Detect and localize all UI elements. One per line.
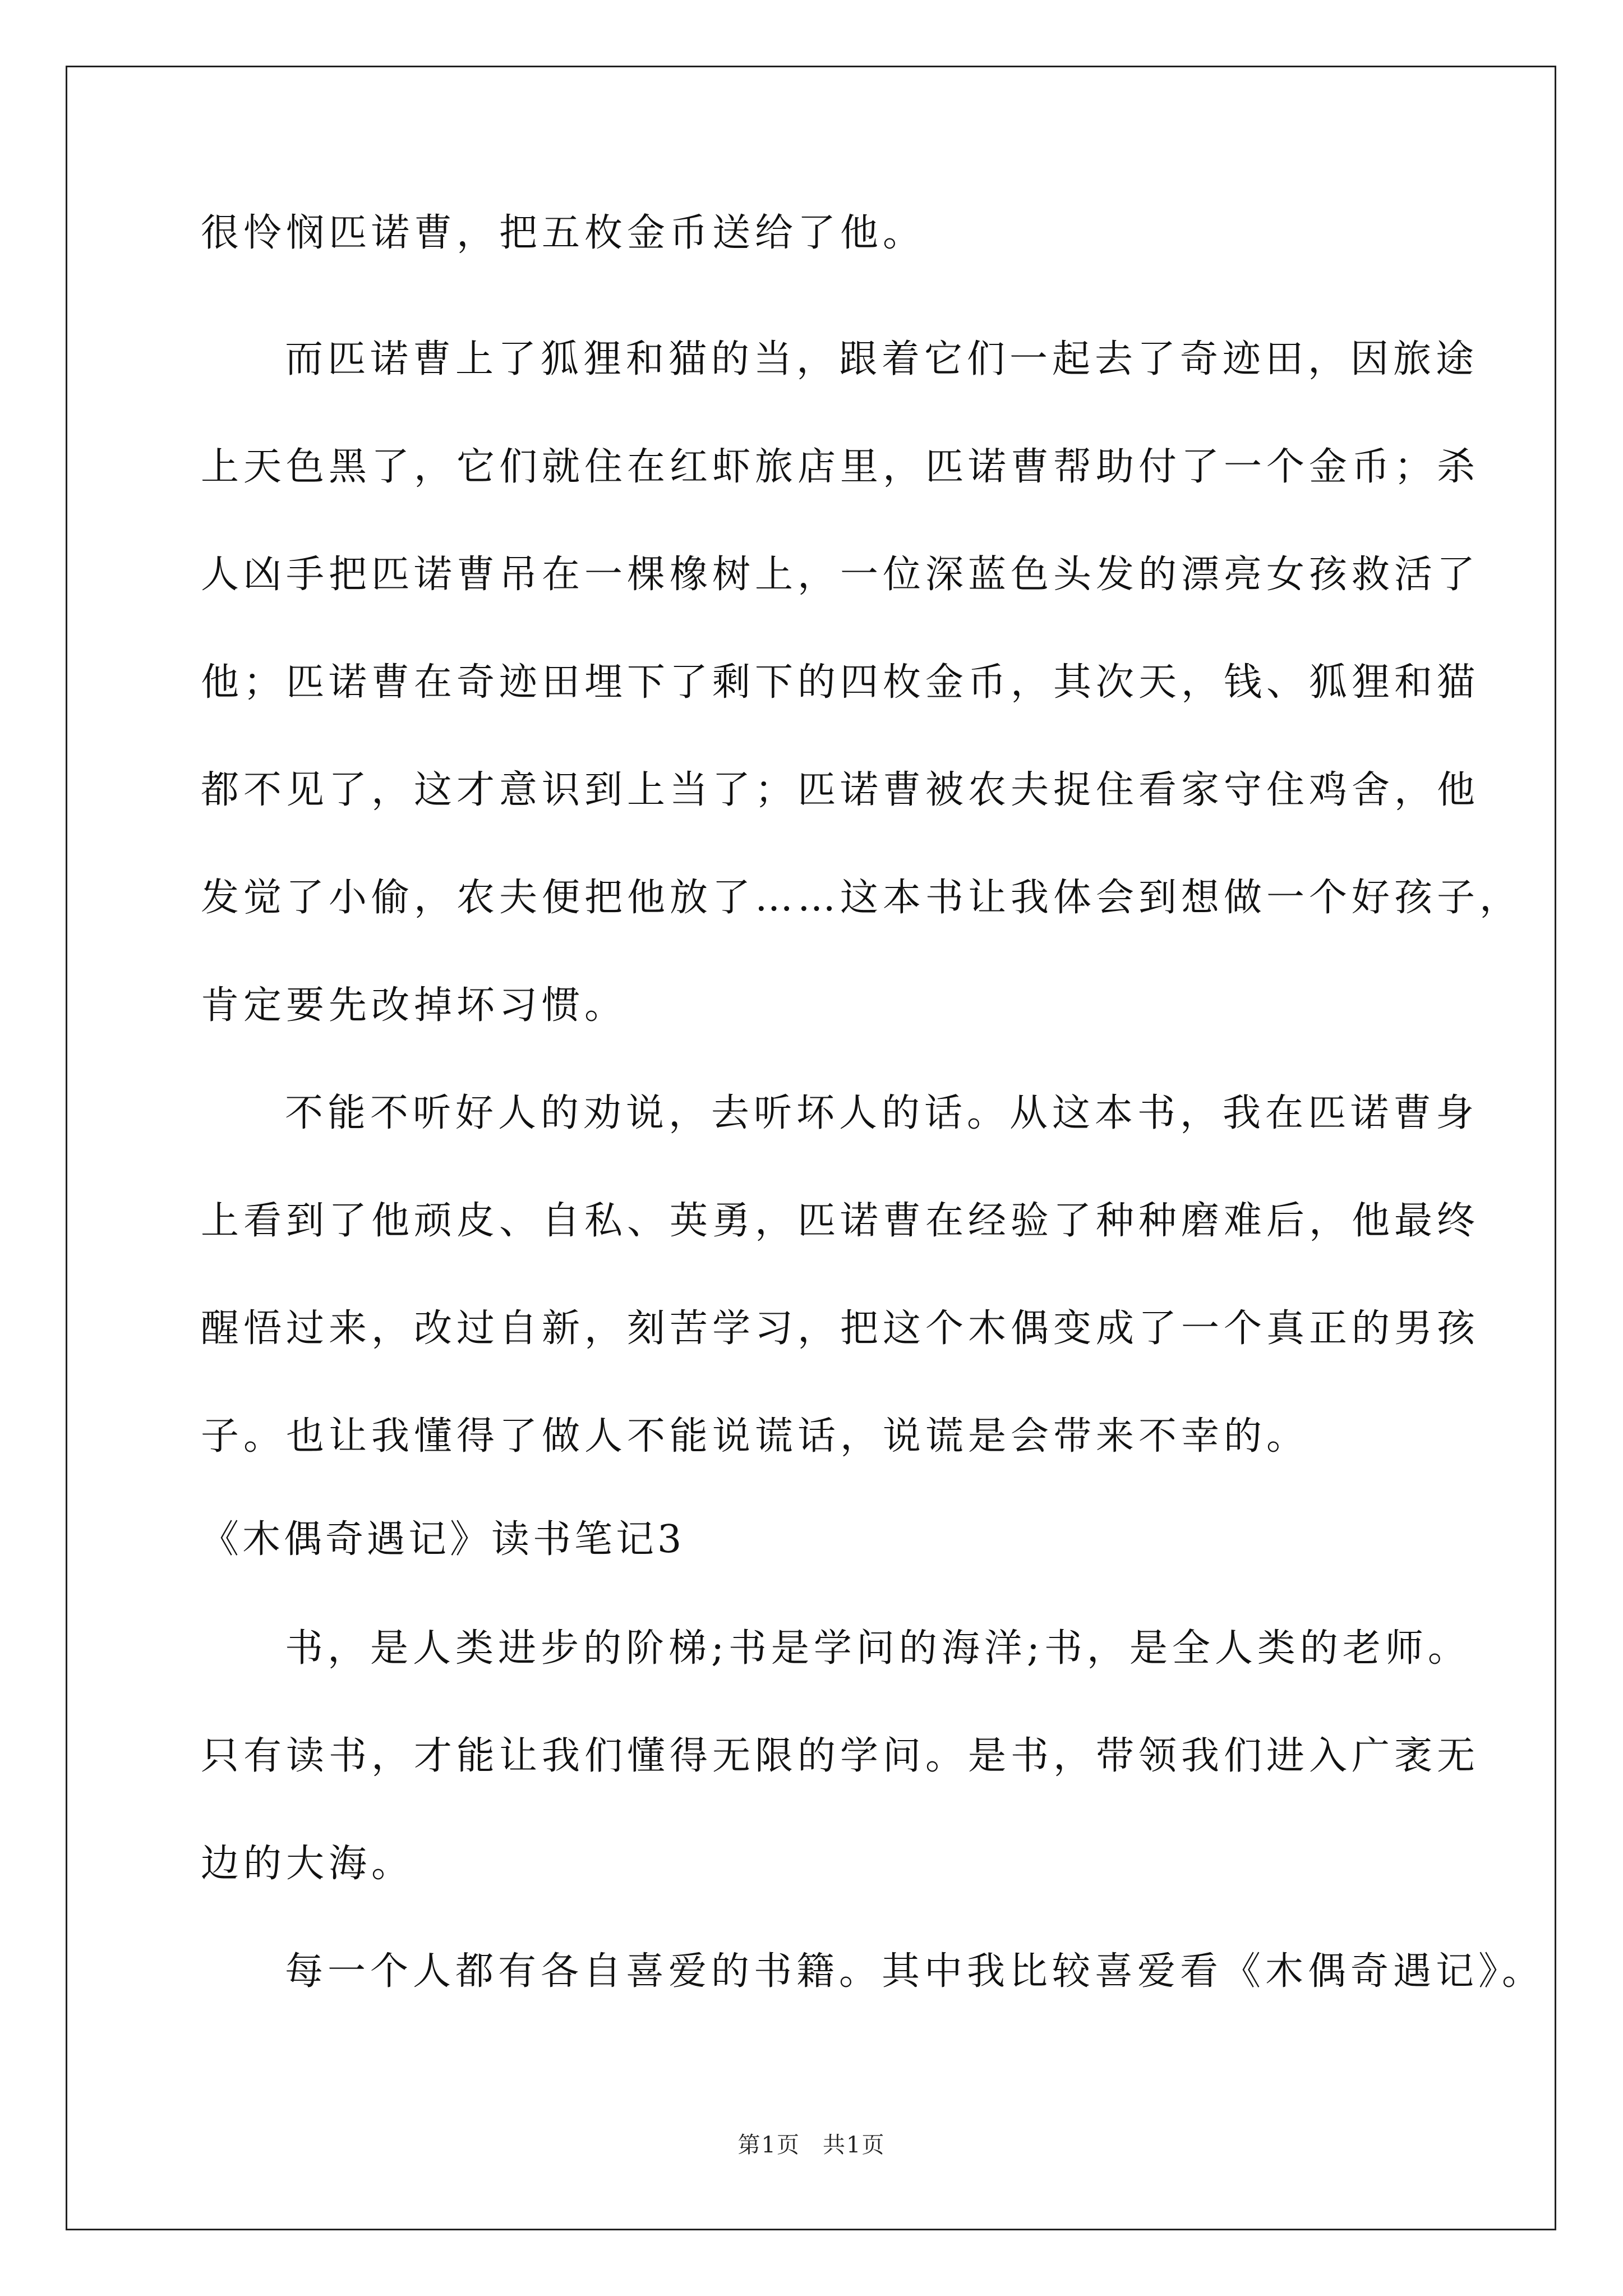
paragraph-line: 都不见了，这才意识到上当了；匹诺曹被农夫捉住看家守住鸡舍，他 (201, 768, 1480, 812)
paragraph-line: 子。也让我懂得了做人不能说谎话，说谎是会带来不幸的。 (201, 1414, 1310, 1458)
paragraph-line: 肯定要先改掉坏习惯。 (201, 983, 628, 1028)
page-total: 共1页 (823, 2132, 886, 2158)
paragraph-line: 他；匹诺曹在奇迹田埋下了剩下的四枚金币，其次天，钱、狐狸和猫 (201, 660, 1480, 705)
paragraph-line: 每一个人都有各自喜爱的书籍。其中我比较喜爱看《木偶奇遇记》。 (285, 1949, 1545, 1994)
page-number: 第1页 (737, 2132, 800, 2158)
paragraph-line: 书，是人类进步的阶梯;书是学问的海洋;书，是全人类的老师。 (285, 1626, 1470, 1671)
paragraph-line: 醒悟过来，改过自新，刻苦学习，把这个木偶变成了一个真正的男孩 (201, 1306, 1480, 1351)
paragraph-line: 人凶手把匹诺曹吊在一棵橡树上，一位深蓝色头发的漂亮女孩救活了 (201, 553, 1480, 597)
page-border (66, 66, 1556, 2230)
paragraph-line: 上天色黑了，它们就住在红虾旅店里，匹诺曹帮助付了一个金币；杀 (201, 445, 1480, 489)
page-footer (0, 2132, 1623, 2159)
paragraph-line: 只有读书，才能让我们懂得无限的学问。是书，带领我们进入广袤无 (201, 1734, 1480, 1778)
paragraph-line: 上看到了他顽皮、自私、英勇，匹诺曹在经验了种种磨难后，他最终 (201, 1199, 1480, 1243)
paragraph-line: 很怜悯匹诺曹，把五枚金币送给了他。 (201, 211, 926, 255)
paragraph-line: 边的大海。 (201, 1842, 414, 1886)
paragraph-line: 发觉了小偷，农夫便把他放了……这本书让我体会到想做一个好孩子， (201, 876, 1523, 920)
paragraph-line: 而匹诺曹上了狐狸和猫的当，跟着它们一起去了奇迹田，因旅途 (285, 337, 1479, 381)
section-heading: 《木偶奇遇记》读书笔记3 (201, 1517, 685, 1562)
paragraph-line: 不能不听好人的劝说，去听坏人的话。从这本书，我在匹诺曹身 (285, 1091, 1479, 1135)
